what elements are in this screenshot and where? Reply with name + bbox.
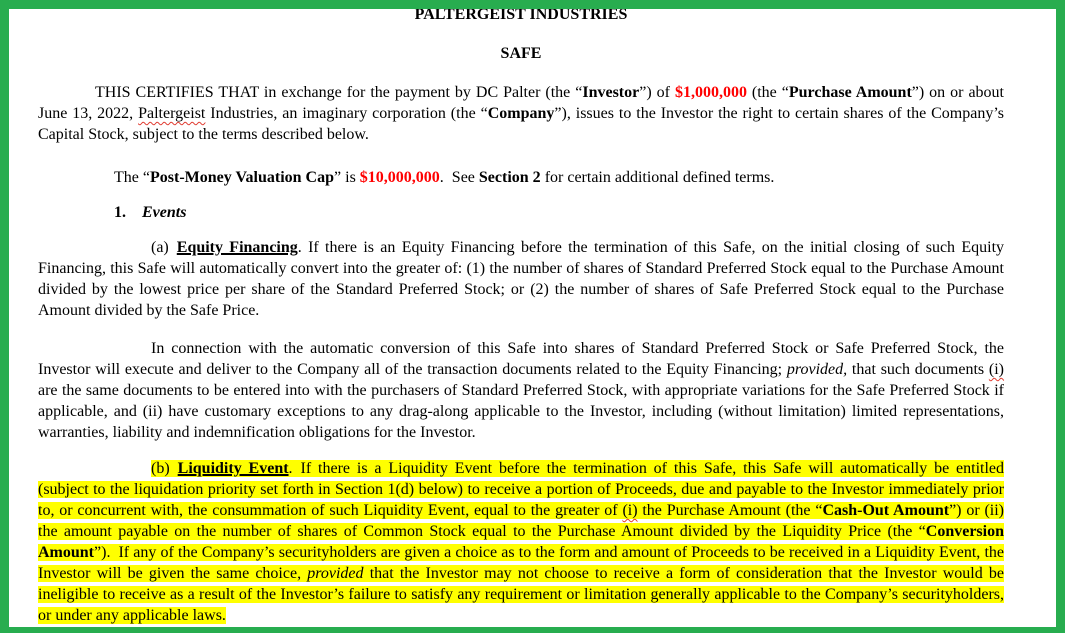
paragraph-equity-financing: (a) Equity Financing. If there is an Equity Financing before the termination of this Safe, on the initial closing of such Equity Financing, this Safe will automatically convert into the greater of: (1) the number of shares of Standard Preferred Stock equal to the Purchase Amount divided by the lowest price per share of the Standard Preferred Stock; or (2) the number of shares of Safe Preferred Stock equal to the Purchase Amount divided by the Safe Price. <box>38 239 1005 319</box>
document-subtitle: SAFE <box>500 45 542 62</box>
section-heading-events: 1. Events <box>114 204 187 221</box>
document-title: PALTERGEIST INDUSTRIES <box>414 6 628 23</box>
paragraph-certification: THIS CERTIFIES THAT in exchange for the payment by DC Palter (the “Investor”) of $1,000,000 (the “Purchase Amount”) on or about June 13, 2022, Paltergeist Industries, an imaginary corporation (the “Company”), issues to the Investor the right to certain shares of the Company’s Capital Stock, subject to the terms described below. <box>38 84 1005 143</box>
paragraph-liquidity-event <box>38 458 1004 626</box>
paragraph-conversion-documents: In connection with the automatic conversion of this Safe into shares of Standard Preferred Stock or Safe Preferred Stock, the Investor will execute and deliver to the Company all of the transaction documents related to the Equity Financing; provided, that such documents (i) are the same documents to be entered into with the purchasers of Standard Preferred Stock, with appropriate variations for the Safe Preferred Stock if applicable, and (ii) have customary exceptions to any drag-along applicable to the Investor, including (without limitation) limited representations, warranties, liability and indemnification obligations for the Investor. <box>38 340 1005 441</box>
paragraph-valuation-cap: The “Post-Money Valuation Cap” is $10,000,000. See Section 2 for certain additional defined terms. <box>114 169 775 186</box>
highlighted-text: (b) Liquidity Event. If there is a Liquidity Event before the termination of this Safe, this Safe will automatically be entitled (subject to the liquidation priority set forth in Section 1(d) below) to receive a portion of Proceeds, due and payable to the Investor immediately prior to, or concurrent with, the consummation of such Liquidity Event, equal to the greater of (i) the Purchase Amount (the “Cash-Out Amount”) or (ii) the amount payable on the number of shares of Common Stock equal to the Purchase Amount divided by the Liquidity Price (the “Conversion Amount”). If any of the Company’s securityholders are given a choice as to the form and amount of Proceeds to be received in a Liquidity Event, the Investor will be given the same choice, provided that the Investor may not choose to receive a form of consideration that the Investor would be ineligible to receive as a result of the Investor’s failure to satisfy any requirement or limitation generally applicable to the Company’s securityholders, or under any applicable laws. <box>38 460 1005 624</box>
